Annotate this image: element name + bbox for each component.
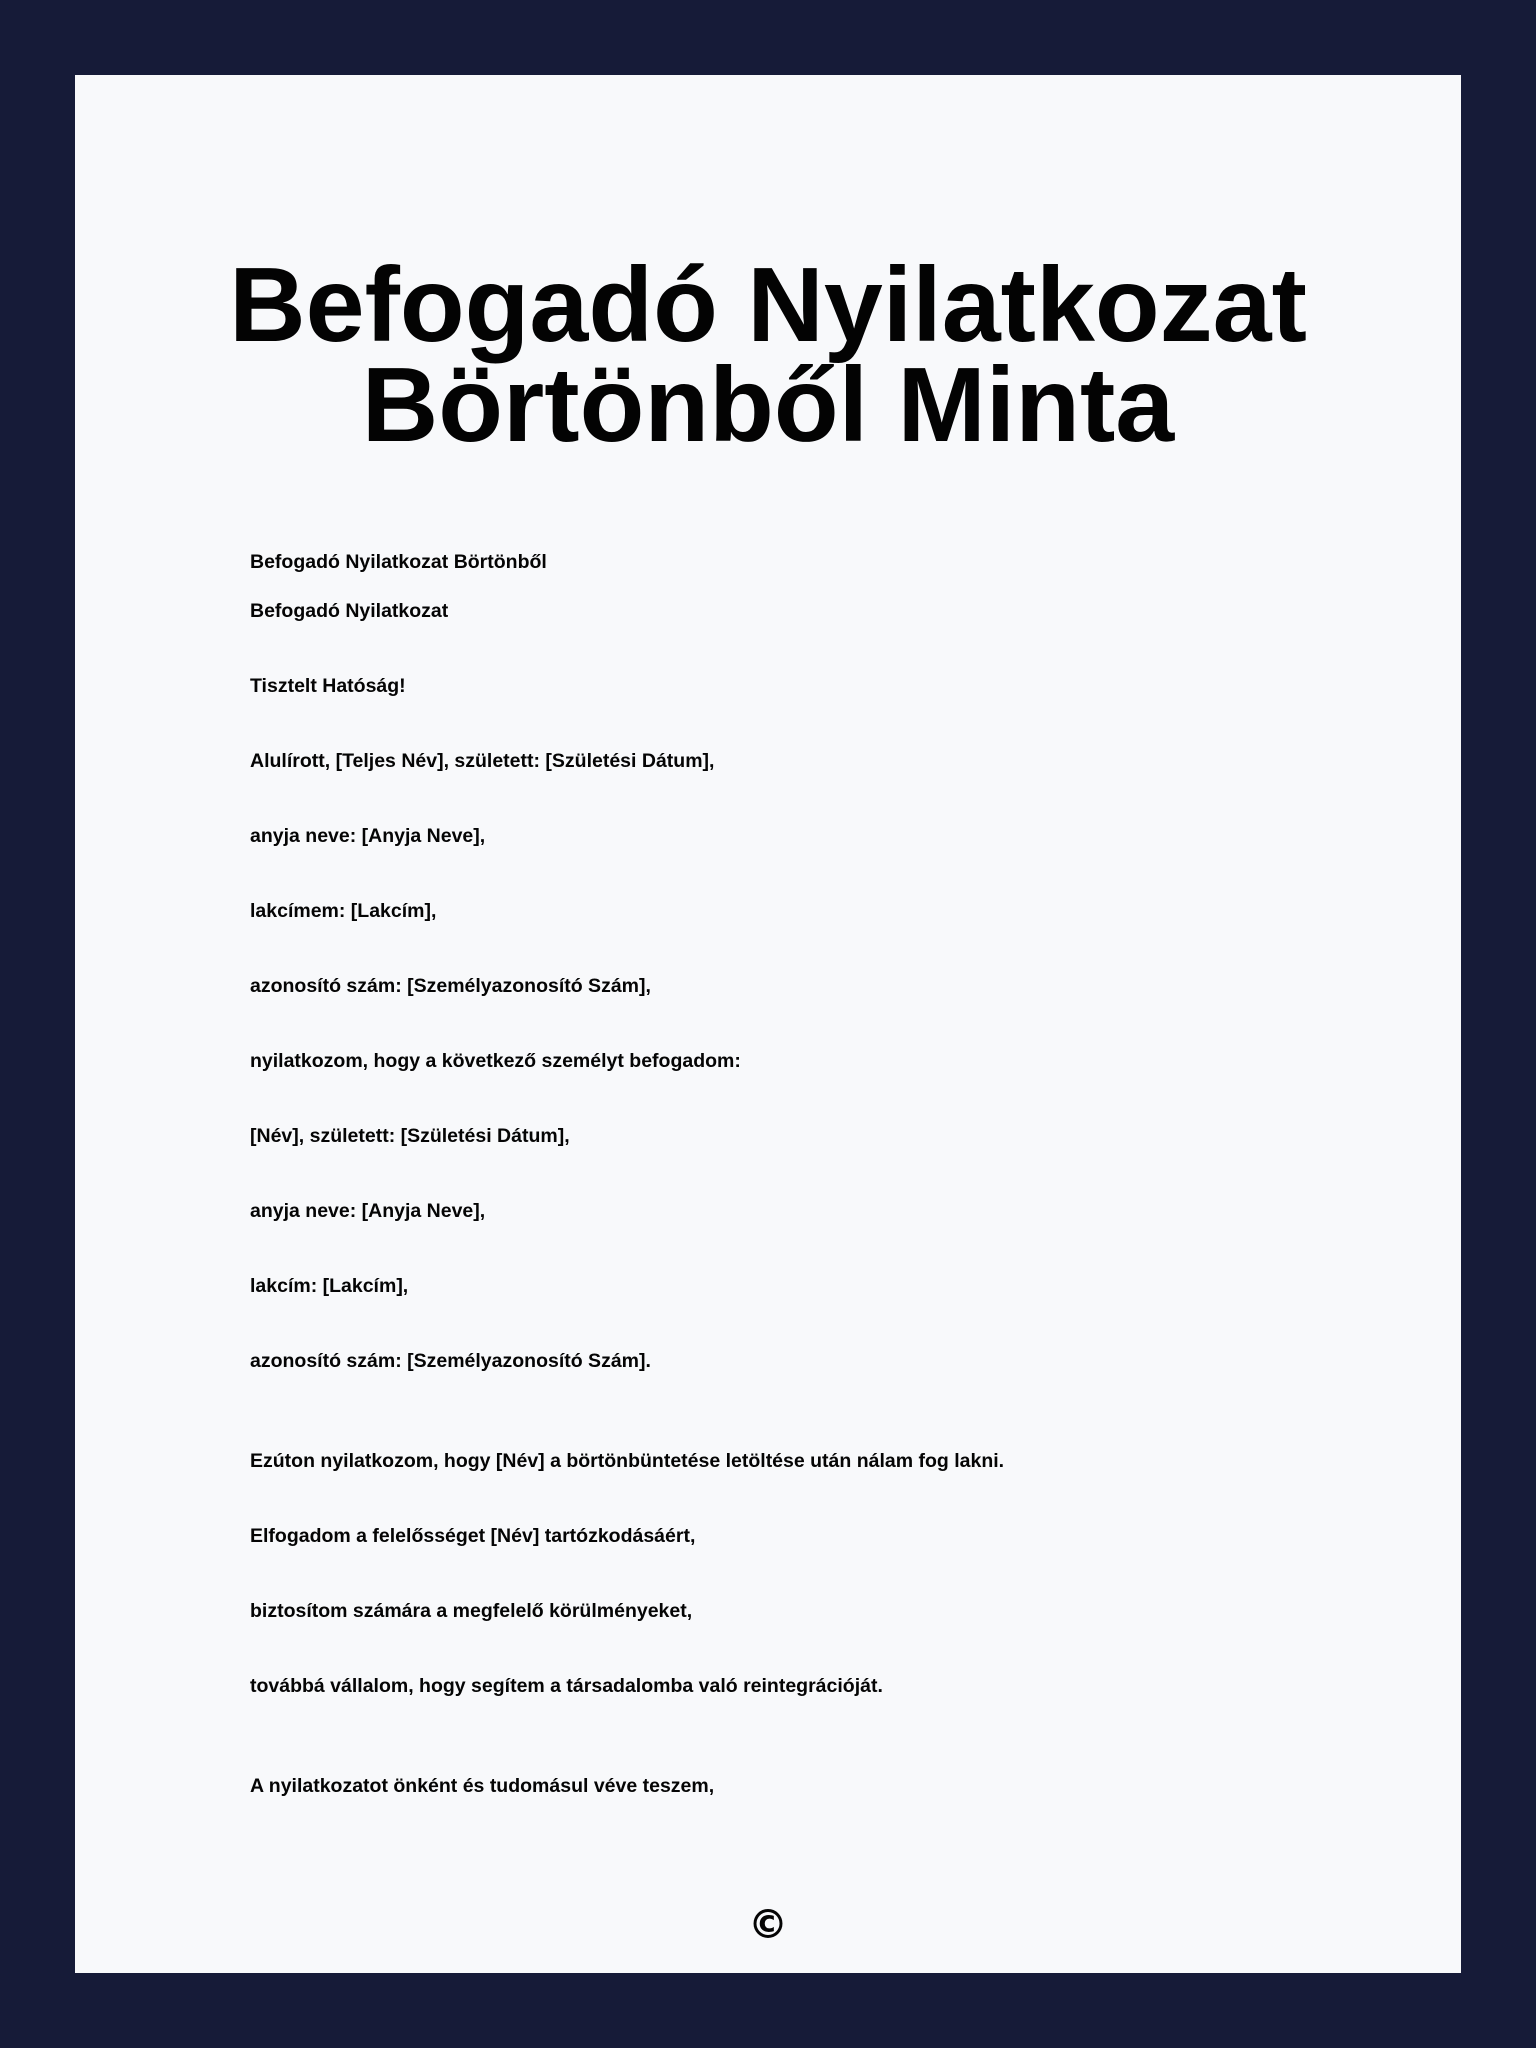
page-title xyxy=(75,246,1461,464)
title-line-2: Börtönből Minta xyxy=(361,346,1175,464)
document-line: továbbá vállalom, hogy segítem a társadalomba való reintegrációját. xyxy=(250,1675,883,1697)
document-line: Ezúton nyilatkozom, hogy [Név] a börtönbüntetése letöltése után nálam fog lakni. xyxy=(250,1450,1005,1472)
document-line: Befogadó Nyilatkozat Börtönből xyxy=(250,551,547,573)
document-line: Elfogadom a felelősséget [Név] tartózkodásáért, xyxy=(250,1525,696,1547)
document-line: [Név], született: [Születési Dátum], xyxy=(250,1125,570,1147)
title-line-1: Befogadó Nyilatkozat xyxy=(229,246,1307,364)
document-line: Alulírott, [Teljes Név], született: [Születési Dátum], xyxy=(250,750,715,772)
document-line: lakcímem: [Lakcím], xyxy=(250,900,437,922)
document-line: A nyilatkozatot önként és tudomásul véve teszem, xyxy=(250,1775,715,1797)
document-line: anyja neve: [Anyja Neve], xyxy=(250,825,486,847)
document-line: Tisztelt Hatóság! xyxy=(250,675,406,697)
document-line: anyja neve: [Anyja Neve], xyxy=(250,1200,486,1222)
document-line: Befogadó Nyilatkozat xyxy=(250,600,449,622)
document-line: lakcím: [Lakcím], xyxy=(250,1275,409,1297)
document-page xyxy=(75,75,1461,1973)
document-line: azonosító szám: [Személyazonosító Szám]. xyxy=(250,1350,651,1372)
document-line: nyilatkozom, hogy a következő személyt befogadom: xyxy=(250,1050,741,1072)
copyright-icon: © xyxy=(748,1902,788,1948)
document-line: azonosító szám: [Személyazonosító Szám], xyxy=(250,975,651,997)
document-line: biztosítom számára a megfelelő körülményeket, xyxy=(250,1600,693,1622)
